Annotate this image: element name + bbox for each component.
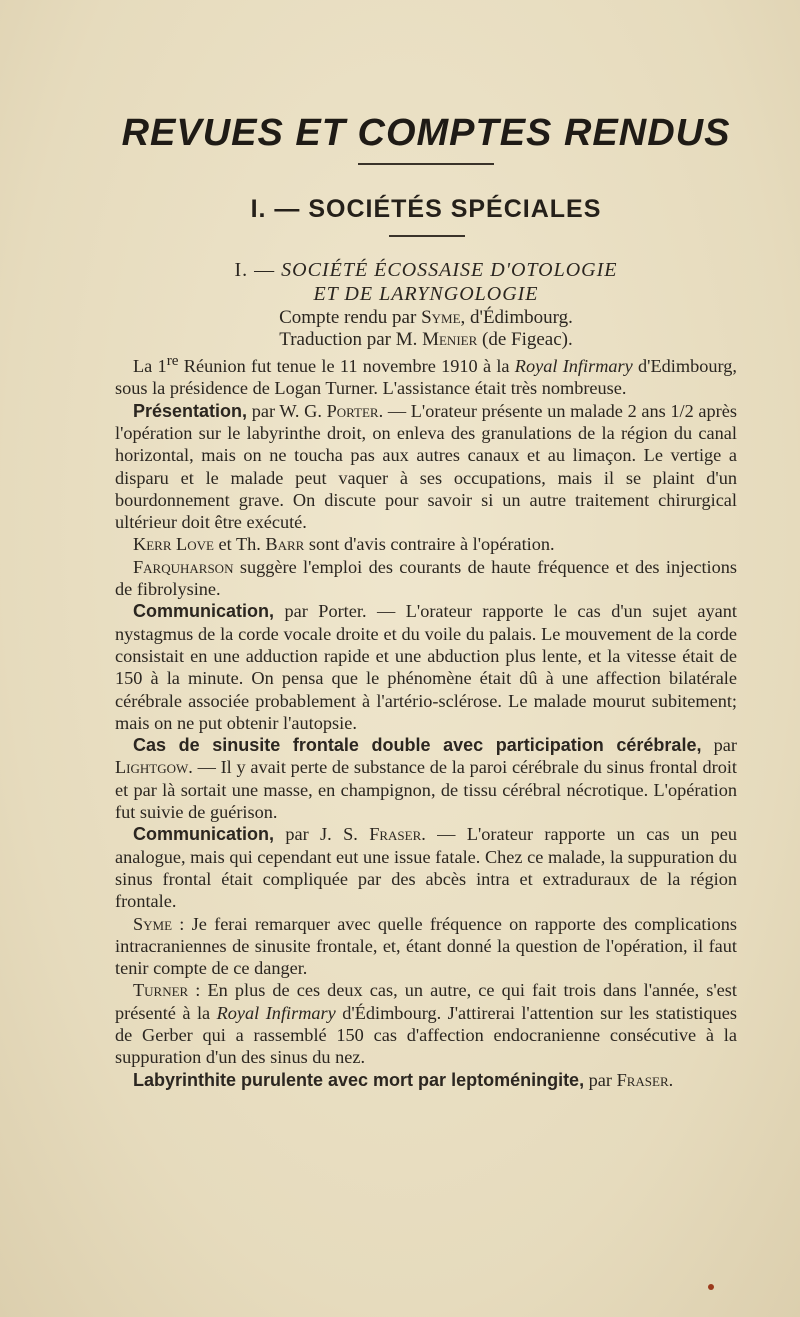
main-title: REVUES ET COMPTES RENDUS bbox=[121, 112, 731, 154]
society-line-1 bbox=[115, 258, 737, 282]
society-number: I. — bbox=[234, 259, 282, 281]
translator-name: Menier bbox=[422, 329, 478, 350]
paragraph-communication-porter: Communication, par Porter. — L'orateur rapporte le cas d'un sujet ayant nystagmus de la corde vocale droite et du voile du palais. Le mouvement de la corde consistait en une adduction rapide et une abduction plus lente, et la vitesse était de 150 à la minute. On pensa que le phénomène était dû à une affection bilatérale cérébrale associée probablement à l'artério-sclérose. Le malade mourut subitement; mais on ne put obtenir l'autopsie. bbox=[115, 601, 737, 733]
article-body bbox=[115, 350, 737, 1091]
paragraph-kerr-love: Kerr Love et Th. Barr sont d'avis contraire à l'opération. bbox=[133, 534, 555, 555]
paragraph-meeting: La 1re Réunion fut tenue le 11 novembre 1910 à la Royal Infirmary d'Edimbourg, sous la présidence de Logan Turner. L'assistance était très nombreuse. bbox=[115, 352, 737, 399]
reporter-name: Syme bbox=[421, 307, 461, 328]
society-name: SOCIÉTÉ ÉCOSSAISE D'OTOLOGIE bbox=[281, 259, 618, 281]
paragraph-turner: Turner : En plus de ces deux cas, un autre, ce qui fait trois dans l'année, s'est présenté à la Royal Infirmary d'Édimbourg. J'attirerai l'attention sur les statistiques de Gerber qui a rassemblé 150 cas d'affection endocranienne consécutive à la suppuration d'un des sinus du nez. bbox=[115, 980, 737, 1068]
society-line-2: ET DE LARYNGOLOGIE bbox=[313, 283, 539, 305]
report-credit: Compte rendu par Syme, d'Édimbourg. bbox=[279, 307, 573, 328]
title-divider bbox=[358, 163, 494, 165]
section-title: I. — SOCIÉTÉS SPÉCIALES bbox=[250, 195, 602, 223]
ink-mark bbox=[708, 1284, 714, 1290]
translation-credit: Traduction par M. Menier (de Figeac). bbox=[279, 329, 573, 350]
paragraph-sinusite: Cas de sinusite frontale double avec participation cérébrale, par Lightgow. — Il y avait perte de substance de la paroi cérébrale du sinus frontal droit et par là sortait une masse, en champignon, de tissu cérébral nécrotique. L'opération fut suivie de guérison. bbox=[115, 735, 737, 823]
paragraph-communication-fraser: Communication, par J. S. Fraser. — L'orateur rapporte un cas un peu analogue, mais qui cependant eut une issue fatale. Chez ce malade, la suppuration du sinus frontal était compliquée par des abcès intra et extraduraux de la région frontale. bbox=[115, 824, 737, 912]
paragraph-labyrinthite: Labyrinthite purulente avec mort par leptoméningite, par Fraser. bbox=[133, 1069, 674, 1090]
society-heading bbox=[115, 258, 737, 306]
paragraph-presentation: Présentation, par W. G. Porter. — L'orateur présente un malade 2 ans 1/2 après l'opération sur le labyrinthe droit, on enleva des granulations de la région du canal horizontal, mais on ne toucha pas aux autres canaux et au limaçon. Le vertige a disparu et le malade peut vaquer à ses occupations, mais il se plaint d'un bourdonnement grave. On discute pour savoir si un autre traitement chirurgical ultérieur doit être exécuté. bbox=[115, 400, 737, 533]
paragraph-farquharson: Farquharson suggère l'emploi des courants de haute fréquence et des injections de fibrolysine. bbox=[115, 556, 737, 600]
paragraph-syme: Syme : Je ferai remarquer avec quelle fréquence on rapporte des complications intracraniennes de sinusite frontale, et, étant donné la question de l'opération, il faut tenir compte de ce danger. bbox=[115, 913, 737, 979]
section-divider bbox=[389, 235, 465, 237]
